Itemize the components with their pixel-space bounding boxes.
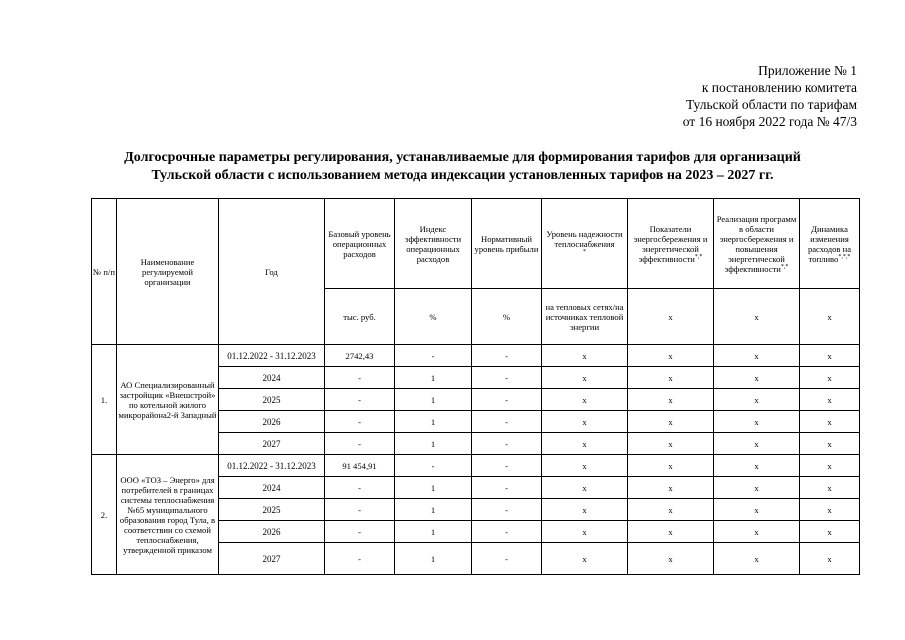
header-reliability-mark: * <box>583 248 586 255</box>
row-reliability: x <box>542 521 628 543</box>
row-reliability: x <box>542 389 628 411</box>
header-fuel <box>800 199 860 289</box>
row-year: 2027 <box>219 543 325 575</box>
row-profit: - <box>472 389 542 411</box>
row-energy: x <box>628 543 714 575</box>
row-programs: x <box>714 543 800 575</box>
row-programs: x <box>714 345 800 367</box>
appendix-line-2: к постановлению комитета <box>701 80 857 95</box>
row-year: 2024 <box>219 477 325 499</box>
header-org: Наименование регулируемой организации <box>117 199 219 345</box>
row-base: - <box>325 411 395 433</box>
header-index: Индекс эффективности операционных расходов <box>395 199 472 289</box>
appendix-block <box>683 62 857 130</box>
table-row <box>92 455 860 477</box>
row-fuel: x <box>800 367 860 389</box>
header-energy-mark: *,* <box>694 253 703 260</box>
row-fuel: x <box>800 345 860 367</box>
row-index: - <box>395 455 472 477</box>
header-energy <box>628 199 714 289</box>
row-reliability: x <box>542 477 628 499</box>
row-reliability: x <box>542 455 628 477</box>
row-year: 2026 <box>219 521 325 543</box>
row-reliability: x <box>542 499 628 521</box>
row-energy: x <box>628 367 714 389</box>
row-year: 01.12.2022 - 31.12.2023 <box>219 455 325 477</box>
row-year: 2025 <box>219 389 325 411</box>
header-reliability <box>542 199 628 289</box>
row-energy: x <box>628 521 714 543</box>
row-reliability: x <box>542 345 628 367</box>
row-fuel: x <box>800 455 860 477</box>
unit-energy: x <box>628 289 714 345</box>
header-num: № п/п <box>92 199 117 345</box>
row-reliability: x <box>542 543 628 575</box>
row-programs: x <box>714 477 800 499</box>
row-energy: x <box>628 477 714 499</box>
row-fuel: x <box>800 433 860 455</box>
row-profit: - <box>472 411 542 433</box>
row-energy: x <box>628 455 714 477</box>
header-row <box>92 199 860 289</box>
appendix-line-4: от 16 ноября 2022 года № 47/3 <box>682 114 857 129</box>
row-base: - <box>325 433 395 455</box>
header-fuel-text: Динамика изменения расходов на топливо <box>807 223 852 264</box>
row-index: 1 <box>395 477 472 499</box>
row-fuel: x <box>800 389 860 411</box>
row-fuel: x <box>800 477 860 499</box>
row-programs: x <box>714 499 800 521</box>
unit-profit: % <box>472 289 542 345</box>
unit-programs: x <box>714 289 800 345</box>
org-name: ООО «ТОЗ – Энерго» для потребителей в границах системы теплоснабжения №65 муниципального образования город Тула, в соответствии со схемой теплоснабжения, утвержденной приказом <box>117 455 219 575</box>
row-index: - <box>395 345 472 367</box>
appendix-line-1: Приложение № 1 <box>758 63 857 78</box>
row-fuel: x <box>800 499 860 521</box>
row-base: - <box>325 477 395 499</box>
unit-index: % <box>395 289 472 345</box>
parameters-table <box>91 198 860 575</box>
header-energy-text: Показатели энергосбережения и энергетической эффективности <box>633 223 708 264</box>
row-reliability: x <box>542 433 628 455</box>
unit-reliability: на тепловых сетях/на источниках тепловой энергии <box>542 289 628 345</box>
appendix-line-3: Тульской области по тарифам <box>685 97 857 112</box>
row-fuel: x <box>800 411 860 433</box>
row-base: - <box>325 521 395 543</box>
row-base: - <box>325 543 395 575</box>
row-index: 1 <box>395 411 472 433</box>
row-base: - <box>325 389 395 411</box>
row-index: 1 <box>395 433 472 455</box>
row-profit: - <box>472 455 542 477</box>
header-reliability-text: Уровень надежности теплоснабжения <box>546 228 623 249</box>
row-profit: - <box>472 367 542 389</box>
row-energy: x <box>628 499 714 521</box>
row-index: 1 <box>395 521 472 543</box>
row-year: 2024 <box>219 367 325 389</box>
row-base: - <box>325 367 395 389</box>
row-energy: x <box>628 345 714 367</box>
row-programs: x <box>714 367 800 389</box>
header-programs-mark: *,* <box>780 263 789 270</box>
row-index: 1 <box>395 389 472 411</box>
row-index: 1 <box>395 367 472 389</box>
row-profit: - <box>472 477 542 499</box>
unit-fuel: x <box>800 289 860 345</box>
row-year: 01.12.2022 - 31.12.2023 <box>219 345 325 367</box>
row-profit: - <box>472 345 542 367</box>
row-fuel: x <box>800 521 860 543</box>
row-energy: x <box>628 389 714 411</box>
row-base: - <box>325 499 395 521</box>
header-programs <box>714 199 800 289</box>
row-base: 91 454,91 <box>325 455 395 477</box>
header-fuel-mark: *,*,* <box>838 253 851 260</box>
header-year: Год <box>219 199 325 345</box>
header-programs-text: Реализация программ в области энергосбережения и повышения энергетической эффективности <box>716 213 797 274</box>
org-name: АО Специализированный застройщик «Внешстрой» по котельной жилого микрорайона2-й Западный <box>117 345 219 455</box>
header-profit: Нормативный уровень прибыли <box>472 199 542 289</box>
row-base: 2742,43 <box>325 345 395 367</box>
row-year: 2027 <box>219 433 325 455</box>
row-energy: x <box>628 433 714 455</box>
row-programs: x <box>714 411 800 433</box>
org-num: 2. <box>92 455 117 575</box>
row-programs: x <box>714 455 800 477</box>
row-energy: x <box>628 411 714 433</box>
org-num: 1. <box>92 345 117 455</box>
row-programs: x <box>714 521 800 543</box>
row-year: 2026 <box>219 411 325 433</box>
row-programs: x <box>714 433 800 455</box>
row-reliability: x <box>542 367 628 389</box>
table-row <box>92 345 860 367</box>
title-line-1: Долгосрочные параметры регулирования, устанавливаемые для формирования тарифов для организаций <box>124 150 801 165</box>
row-year: 2025 <box>219 499 325 521</box>
unit-base: тыс. руб. <box>325 289 395 345</box>
row-profit: - <box>472 499 542 521</box>
row-fuel: x <box>800 543 860 575</box>
row-index: 1 <box>395 543 472 575</box>
row-profit: - <box>472 543 542 575</box>
header-base: Базовый уровень операционных расходов <box>325 199 395 289</box>
document-title <box>60 149 865 185</box>
row-profit: - <box>472 521 542 543</box>
row-programs: x <box>714 389 800 411</box>
row-profit: - <box>472 433 542 455</box>
row-index: 1 <box>395 499 472 521</box>
title-line-2: Тульской области с использованием метода индексации установленных тарифов на 2023 – 2027 гг. <box>151 168 774 183</box>
row-reliability: x <box>542 411 628 433</box>
